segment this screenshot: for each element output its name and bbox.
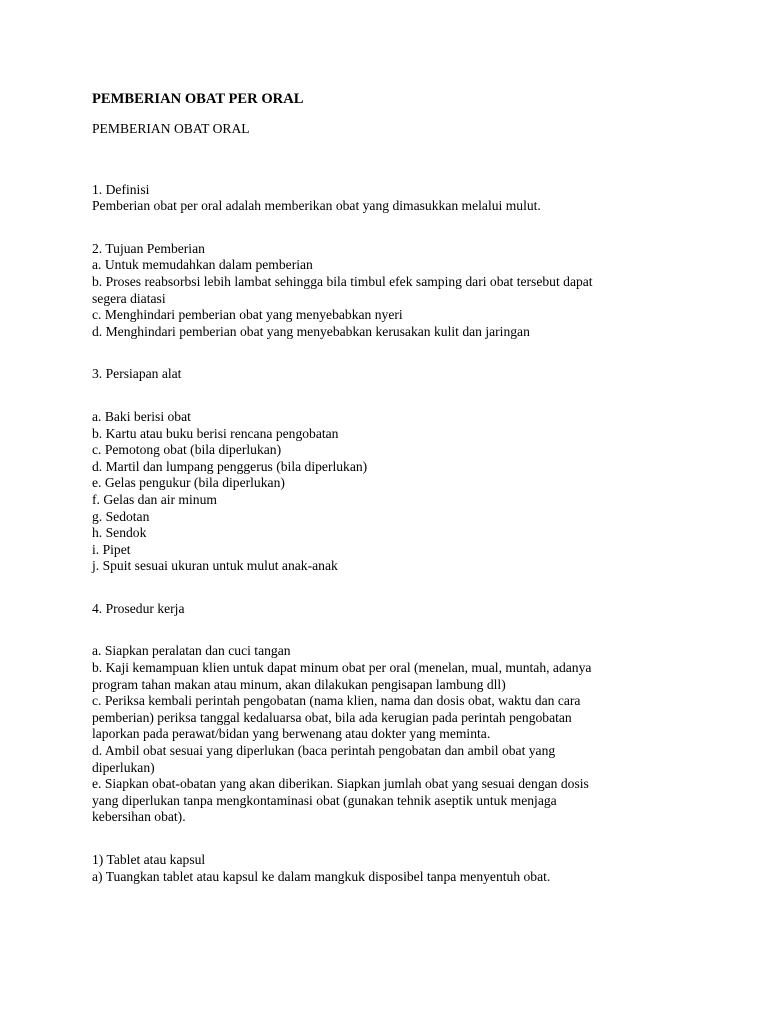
list-item: yang diperlukan tanpa mengkontaminasi obat (gunakan tehnik aseptik untuk menjaga [92,792,557,808]
list-item: program tahan makan atau minum, akan dilakukan pengisapan lambung dll) [92,676,506,692]
list-item: pemberian) periksa tanggal kedaluarsa obat, bila ada kerugian pada perintah pengobatan [92,709,572,725]
list-item: e. Gelas pengukur (bila diperlukan) [92,475,285,491]
list-item: g. Sedotan [92,508,150,524]
list-item: d. Ambil obat sesuai yang diperlukan (baca perintah pengobatan dan ambil obat yang [92,743,556,759]
section-heading-tujuan: 2. Tujuan Pemberian [92,240,205,256]
document-body [92,90,692,885]
list-item: h. Sendok [92,525,147,541]
list-item: d. Menghindari pemberian obat yang menyebabkan kerusakan kulit dan jaringan [92,323,530,339]
section-heading-tablet: 1) Tablet atau kapsul [92,852,206,867]
list-item: c. Menghindari pemberian obat yang menyebabkan nyeri [92,307,403,323]
list-item: i. Pipet [92,541,131,557]
list-item: e. Siapkan obat-obatan yang akan diberikan. Siapkan jumlah obat yang sesuai dengan dosis [92,776,589,792]
list-item: j. Spuit sesuai ukuran untuk mulut anak-anak [92,558,338,574]
list-item: kebersihan obat). [92,809,186,825]
list-item: d. Martil dan lumpang penggerus (bila diperlukan) [92,458,368,474]
section-heading-definisi: 1. Definisi [92,181,150,197]
definisi-text: Pemberian obat per oral adalah memberikan obat yang dimasukkan melalui mulut. [92,198,541,214]
list-item: a. Untuk memudahkan dalam pemberian [92,257,313,273]
list-item: c. Pemotong obat (bila diperlukan) [92,442,282,458]
list-item: a. Baki berisi obat [92,408,191,424]
list-item: a. Siapkan peralatan dan cuci tangan [92,643,291,659]
list-item: diperlukan) [92,759,155,775]
section-heading-persiapan: 3. Persiapan alat [92,366,182,382]
list-item: b. Kaji kemampuan klien untuk dapat minum obat per oral (menelan, mual, muntah, adanya [92,660,592,676]
section-heading-prosedur: 4. Prosedur kerja [92,600,185,616]
list-item: laporkan pada perawat/bidan yang berwenang atau dokter yang meminta. [92,726,491,742]
list-item: a) Tuangkan tablet atau kapsul ke dalam mangkuk disposibel tanpa menyentuh obat. [92,868,551,884]
list-item: b. Proses reabsorbsi lebih lambat sehingga bila timbul efek samping dari obat tersebut dapat [92,273,593,289]
document-title: PEMBERIAN OBAT PER ORAL [92,91,304,107]
document-subtitle: PEMBERIAN OBAT ORAL [92,121,250,136]
list-item: segera diatasi [92,290,166,306]
list-item: b. Kartu atau buku berisi rencana pengobatan [92,425,339,441]
list-item: f. Gelas dan air minum [92,491,217,507]
list-item: c. Periksa kembali perintah pengobatan (nama klien, nama dan dosis obat, waktu dan cara [92,693,581,709]
